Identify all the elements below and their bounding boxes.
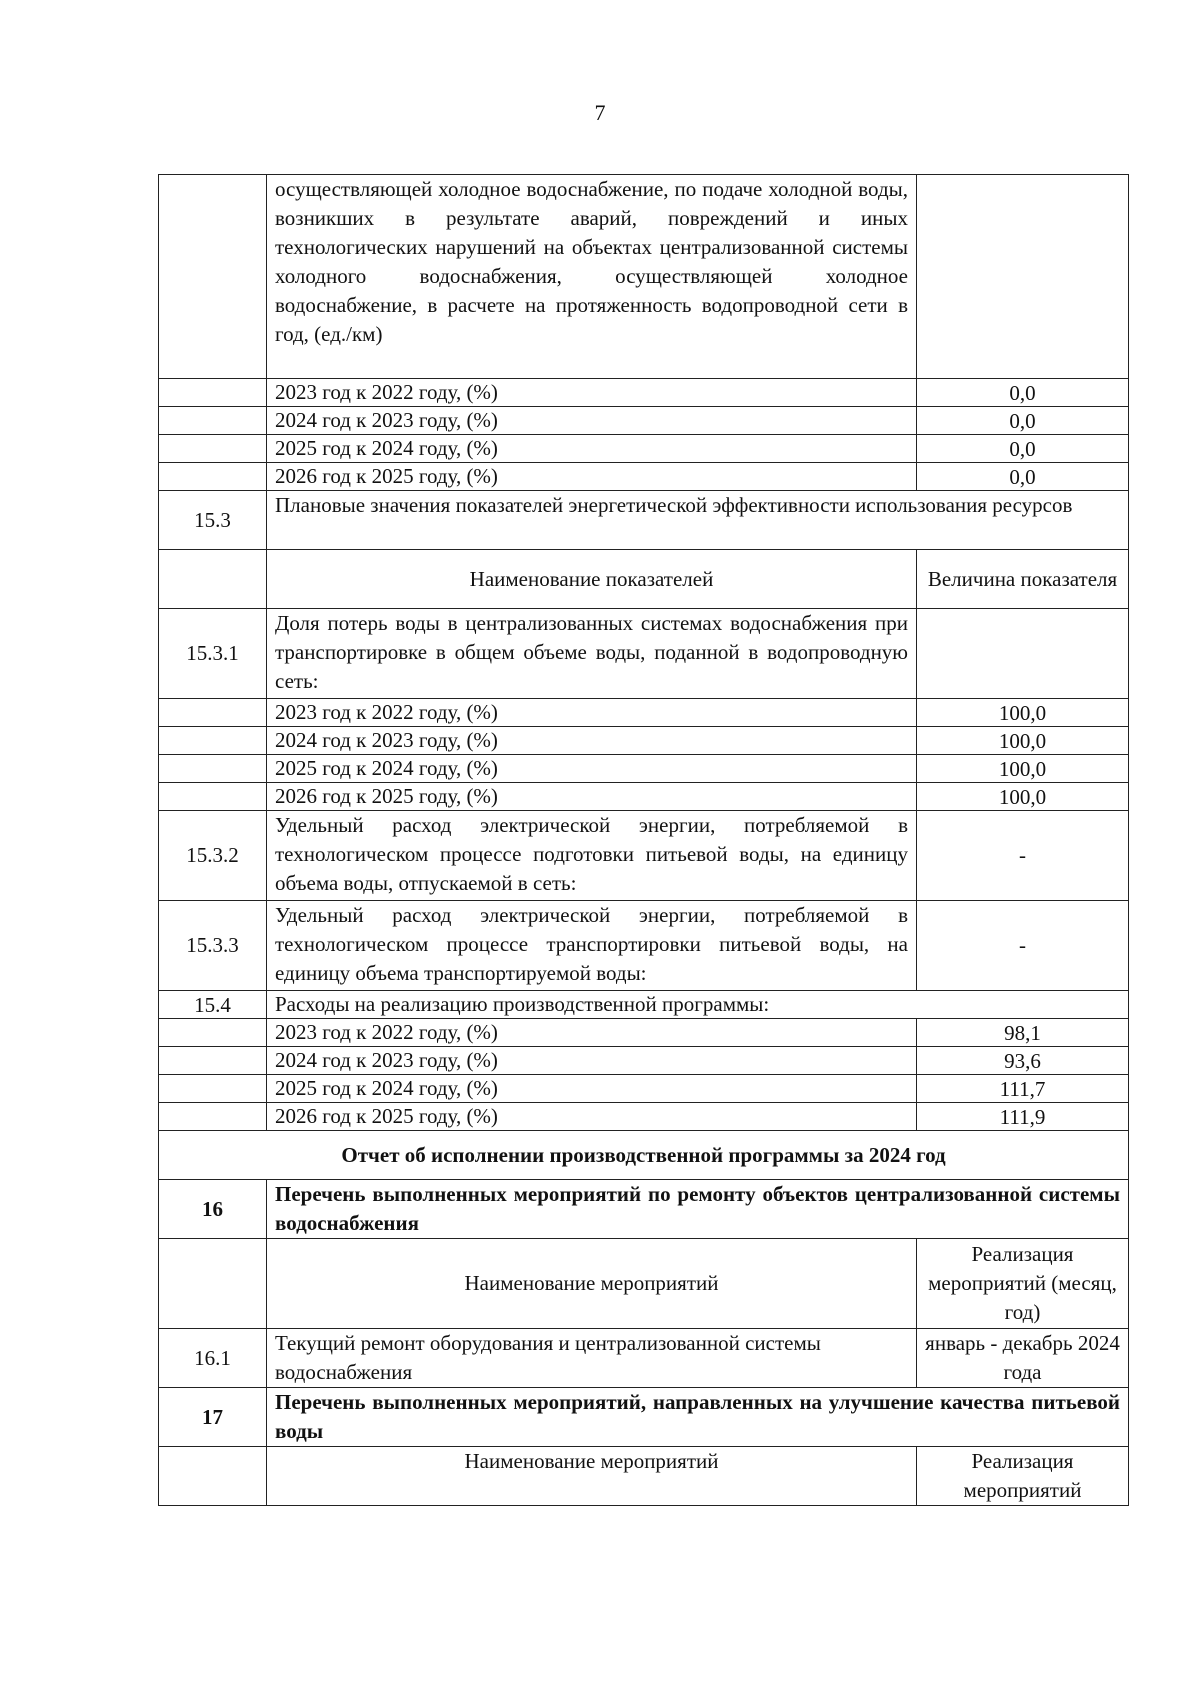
table-row [159, 699, 1129, 727]
table-row [159, 901, 1129, 991]
table-row [159, 755, 1129, 783]
row-number: 15.4 [159, 991, 267, 1019]
row-number [159, 783, 267, 811]
indicator-text: осуществляющей холодное водоснабжение, по подаче холодной воды, возникших в результате аварий, повреждений и иных технологических нарушений на объектах централизованной системы холодного водоснабжения, осуществляющей холодное водоснабжение, в расчете на протяженность водопроводной сети в год, (ед./км) [267, 175, 917, 379]
year-value: 111,9 [917, 1103, 1129, 1131]
column-header-name: Наименование мероприятий [267, 1447, 917, 1506]
row-number [159, 1047, 267, 1075]
activity-text: Текущий ремонт оборудования и централизованной системы водоснабжения [267, 1329, 917, 1388]
row-number [159, 1103, 267, 1131]
year-label: 2024 год к 2023 году, (%) [267, 727, 917, 755]
year-label: 2026 год к 2025 году, (%) [267, 783, 917, 811]
row-number [159, 175, 267, 379]
table-row [159, 1103, 1129, 1131]
year-label: 2023 год к 2022 году, (%) [267, 1019, 917, 1047]
year-label: 2026 год к 2025 году, (%) [267, 463, 917, 491]
table-row [159, 550, 1129, 609]
indicator-table [158, 174, 1129, 1506]
row-number [159, 1447, 267, 1506]
column-header-value: Реализация мероприятий (месяц, год) [917, 1239, 1129, 1329]
table-row [159, 783, 1129, 811]
year-label: 2025 год к 2024 году, (%) [267, 435, 917, 463]
indicator-value [917, 175, 1129, 379]
row-number [159, 1019, 267, 1047]
table-row [159, 609, 1129, 699]
table-row [159, 1329, 1129, 1388]
table-row [159, 1239, 1129, 1329]
indicator-value: - [917, 901, 1129, 991]
year-value: 0,0 [917, 379, 1129, 407]
row-number: 15.3.1 [159, 609, 267, 699]
row-number: 15.3.3 [159, 901, 267, 991]
table-row [159, 1075, 1129, 1103]
table-row [159, 1388, 1129, 1447]
year-value: 100,0 [917, 699, 1129, 727]
report-title: Отчет об исполнении производственной программы за 2024 год [159, 1131, 1129, 1180]
year-value: 100,0 [917, 783, 1129, 811]
indicator-value [917, 609, 1129, 699]
section-heading: Плановые значения показателей энергетической эффективности использования ресурсов [267, 491, 1129, 550]
row-number [159, 1075, 267, 1103]
table-row [159, 1131, 1129, 1180]
column-header-value: Реализация мероприятий [917, 1447, 1129, 1506]
table-row [159, 811, 1129, 901]
indicator-text: Удельный расход электрической энергии, потребляемой в технологическом процессе транспортировки питьевой воды, на единицу объема транспортируемой воды: [267, 901, 917, 991]
indicator-text: Доля потерь воды в централизованных системах водоснабжения при транспортировке в общем объеме воды, поданной в водопроводную сеть: [267, 609, 917, 699]
row-number [159, 407, 267, 435]
row-number: 16 [159, 1180, 267, 1239]
year-value: 0,0 [917, 463, 1129, 491]
table-row [159, 407, 1129, 435]
column-header-value: Величина показателя [917, 550, 1129, 609]
row-number: 15.3 [159, 491, 267, 550]
year-label: 2024 год к 2023 году, (%) [267, 1047, 917, 1075]
section-heading: Перечень выполненных мероприятий по ремонту объектов централизованной системы водоснабжения [267, 1180, 1129, 1239]
year-label: 2023 год к 2022 году, (%) [267, 699, 917, 727]
table-row [159, 1019, 1129, 1047]
year-value: 93,6 [917, 1047, 1129, 1075]
row-number [159, 727, 267, 755]
row-number: 15.3.2 [159, 811, 267, 901]
row-number [159, 435, 267, 463]
table-row [159, 1180, 1129, 1239]
row-number [159, 1239, 267, 1329]
row-number [159, 379, 267, 407]
section-heading: Перечень выполненных мероприятий, направленных на улучшение качества питьевой воды [267, 1388, 1129, 1447]
table-row [159, 991, 1129, 1019]
year-value: 0,0 [917, 435, 1129, 463]
indicator-value: - [917, 811, 1129, 901]
table-row [159, 1447, 1129, 1506]
row-number [159, 699, 267, 727]
table-row [159, 379, 1129, 407]
row-number: 17 [159, 1388, 267, 1447]
year-value: 98,1 [917, 1019, 1129, 1047]
year-value: 100,0 [917, 755, 1129, 783]
row-number [159, 550, 267, 609]
page-number: 7 [594, 100, 606, 125]
column-header-name: Наименование мероприятий [267, 1239, 917, 1329]
year-label: 2025 год к 2024 году, (%) [267, 755, 917, 783]
year-value: 0,0 [917, 407, 1129, 435]
year-label: 2025 год к 2024 году, (%) [267, 1075, 917, 1103]
indicator-text: Удельный расход электрической энергии, потребляемой в технологическом процессе подготовки питьевой воды, на единицу объема воды, отпускаемой в сеть: [267, 811, 917, 901]
table-row [159, 1047, 1129, 1075]
row-number [159, 463, 267, 491]
table-row [159, 727, 1129, 755]
activity-period: январь - декабрь 2024 года [917, 1329, 1129, 1388]
table-row [159, 463, 1129, 491]
table-row [159, 175, 1129, 379]
row-number [159, 755, 267, 783]
year-label: 2026 год к 2025 году, (%) [267, 1103, 917, 1131]
table-row [159, 491, 1129, 550]
year-value: 111,7 [917, 1075, 1129, 1103]
section-heading: Расходы на реализацию производственной программы: [267, 991, 1129, 1019]
table-row [159, 435, 1129, 463]
row-number: 16.1 [159, 1329, 267, 1388]
year-value: 100,0 [917, 727, 1129, 755]
column-header-name: Наименование показателей [267, 550, 917, 609]
year-label: 2023 год к 2022 году, (%) [267, 379, 917, 407]
year-label: 2024 год к 2023 году, (%) [267, 407, 917, 435]
